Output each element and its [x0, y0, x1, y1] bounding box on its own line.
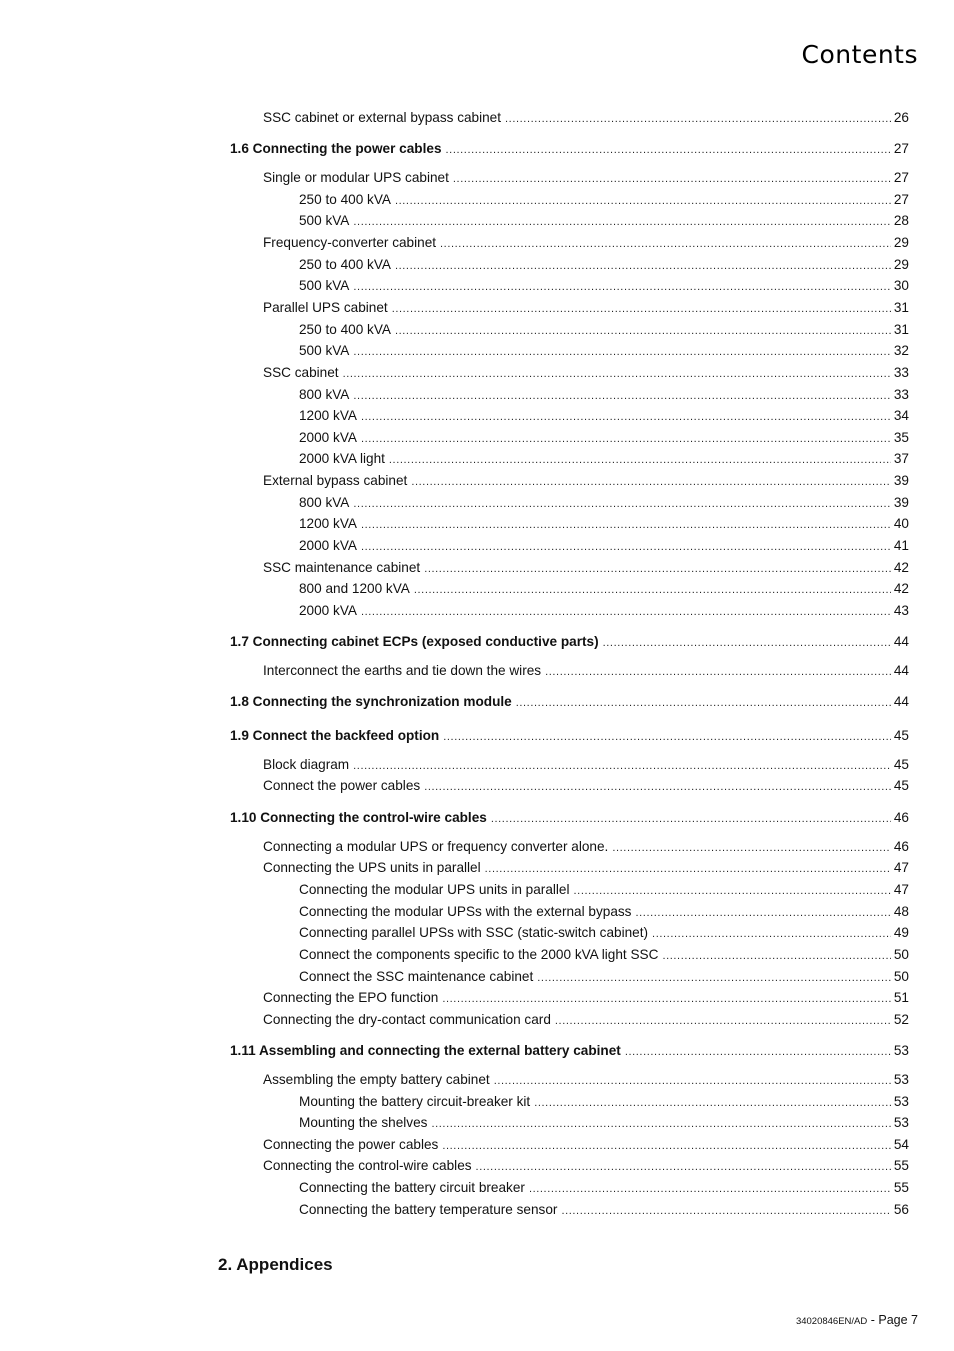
toc-subsubsection-entry[interactable] — [299, 257, 909, 274]
toc-entry-page-number: 39 — [893, 495, 909, 510]
page-footer — [796, 1313, 918, 1327]
dot-leader — [353, 758, 891, 774]
toc-subsection-entry[interactable] — [263, 1012, 909, 1029]
toc-entry-label: Connect the power cables — [263, 778, 421, 793]
toc-entry-page-number: 47 — [893, 882, 909, 897]
toc-subsubsection-entry[interactable] — [299, 278, 909, 295]
dot-leader — [453, 171, 891, 187]
dot-leader — [414, 582, 891, 598]
dot-leader — [361, 517, 891, 533]
toc-subsection-entry[interactable] — [263, 839, 909, 856]
dot-leader — [442, 1138, 891, 1154]
toc-entry-label: Connecting the EPO function — [263, 990, 439, 1005]
dot-leader — [361, 431, 891, 447]
dot-leader — [424, 561, 891, 577]
toc-entry-label: Assembling the empty battery cabinet — [263, 1072, 490, 1087]
toc-entry-label: 1.10 Connecting the control-wire cables — [230, 810, 487, 825]
toc-subsection-entry[interactable] — [263, 560, 909, 577]
toc-entry-label: Block diagram — [263, 757, 350, 772]
toc-entry-label: Connect the components specific to the 2000 kVA light SSC — [299, 947, 659, 962]
toc-entry-label: 250 to 400 kVA — [299, 322, 391, 337]
toc-entry-label: 2000 kVA — [299, 430, 357, 445]
toc-entry-page-number: 46 — [893, 810, 909, 825]
dot-leader — [353, 279, 890, 295]
toc-entry-page-number: 55 — [893, 1180, 909, 1195]
dot-leader — [574, 883, 891, 899]
toc-subsubsection-entry[interactable] — [299, 387, 909, 404]
toc-entry-page-number: 28 — [893, 213, 909, 228]
page-title: Contents — [801, 40, 918, 69]
toc-subsection-entry[interactable] — [263, 170, 909, 187]
toc-entry-page-number: 55 — [893, 1158, 909, 1173]
toc-entry-label: Connecting the battery temperature sensor — [299, 1202, 558, 1217]
toc-entry-label: 2000 kVA — [299, 538, 357, 553]
toc-entry-page-number: 45 — [893, 757, 909, 772]
toc-entry-label: 800 kVA — [299, 495, 350, 510]
toc-subsubsection-entry[interactable] — [299, 882, 909, 899]
toc-entry-page-number: 29 — [893, 235, 909, 250]
toc-entry-label: Connecting the UPS units in parallel — [263, 860, 481, 875]
toc-entry-page-number: 37 — [893, 451, 909, 466]
toc-entry-label: Connecting the power cables — [263, 1137, 439, 1152]
toc-subsubsection-entry[interactable] — [299, 1094, 909, 1111]
toc-entry-page-number: 53 — [893, 1094, 909, 1109]
toc-subsubsection-entry[interactable] — [299, 1202, 909, 1219]
toc-entry-page-number: 31 — [893, 300, 909, 315]
toc-subsubsection-entry[interactable] — [299, 1180, 909, 1197]
dot-leader — [505, 111, 891, 127]
toc-subsection-entry[interactable] — [263, 473, 909, 490]
toc-subsubsection-entry[interactable] — [299, 1115, 909, 1132]
toc-entry-page-number: 48 — [893, 904, 909, 919]
toc-entry-label: 500 kVA — [299, 343, 350, 358]
toc-entry-label: Interconnect the earths and tie down the wires — [263, 663, 542, 678]
toc-entry-page-number: 47 — [893, 860, 909, 875]
toc-entry-label: 2000 kVA light — [299, 451, 385, 466]
toc-entry-page-number: 46 — [893, 839, 909, 854]
toc-entry-page-number: 40 — [893, 516, 909, 531]
toc-entry-label: 1200 kVA — [299, 516, 357, 531]
toc-entry-label: Parallel UPS cabinet — [263, 300, 388, 315]
toc-entry-page-number: 54 — [893, 1137, 909, 1152]
toc-entry-page-number: 42 — [893, 581, 909, 596]
dot-leader — [353, 496, 890, 512]
toc-section-entry[interactable] — [230, 810, 909, 827]
toc-entry-page-number: 27 — [893, 192, 909, 207]
toc-entry-label: Connecting the battery circuit breaker — [299, 1180, 525, 1195]
toc-entry-label: 800 and 1200 kVA — [299, 581, 410, 596]
toc-subsection-entry[interactable] — [263, 990, 909, 1007]
toc-entry-page-number: 51 — [893, 990, 909, 1005]
toc-subsection-entry[interactable] — [263, 757, 909, 774]
dot-leader — [395, 258, 891, 274]
dot-leader — [411, 474, 891, 490]
dot-leader — [635, 905, 890, 921]
toc-subsubsection-entry[interactable] — [299, 451, 909, 468]
toc-entry-label: SSC cabinet — [263, 365, 339, 380]
dot-leader — [431, 1116, 890, 1132]
dot-leader — [343, 366, 891, 382]
toc-entry-label: SSC maintenance cabinet — [263, 560, 421, 575]
toc-subsubsection-entry[interactable] — [299, 495, 909, 512]
toc-subsubsection-entry[interactable] — [299, 322, 909, 339]
toc-subsubsection-entry[interactable] — [299, 904, 909, 921]
toc-entry-page-number: 43 — [893, 603, 909, 618]
dot-leader — [494, 1073, 891, 1089]
toc-entry-page-number: 35 — [893, 430, 909, 445]
toc-entry-label: Connecting the control-wire cables — [263, 1158, 472, 1173]
toc-entry-label: Single or modular UPS cabinet — [263, 170, 449, 185]
appendices-heading: 2. Appendices — [218, 1255, 333, 1274]
toc-entry-label: 1200 kVA — [299, 408, 357, 423]
toc-entry-page-number: 52 — [893, 1012, 909, 1027]
toc-entry-page-number: 50 — [893, 947, 909, 962]
toc-entry-page-number: 41 — [893, 538, 909, 553]
toc-entry-label: Connecting a modular UPS or frequency converter alone. — [263, 839, 609, 854]
toc-entry-label: 1.9 Connect the backfeed option — [230, 728, 440, 743]
toc-entry-page-number: 53 — [893, 1043, 909, 1058]
dot-leader — [603, 635, 891, 651]
dot-leader — [395, 193, 891, 209]
toc-subsubsection-entry[interactable] — [299, 925, 909, 942]
toc-subsection-entry[interactable] — [263, 1158, 909, 1175]
toc-entry-label: 2000 kVA — [299, 603, 357, 618]
toc-entry-label: SSC cabinet or external bypass cabinet — [263, 110, 502, 125]
toc-subsubsection-entry[interactable] — [299, 343, 909, 360]
toc-entry-page-number: 31 — [893, 322, 909, 337]
toc-subsection-entry[interactable] — [263, 235, 909, 252]
toc-subsubsection-entry[interactable] — [299, 538, 909, 555]
dot-leader — [555, 1013, 891, 1029]
toc-subsection-entry[interactable] — [263, 1137, 909, 1154]
toc-entry-label: 500 kVA — [299, 278, 350, 293]
toc-entry-label: Connecting the modular UPS units in parallel — [299, 882, 570, 897]
dot-leader — [353, 344, 890, 360]
toc-entry-page-number: 44 — [893, 663, 909, 678]
dot-leader — [625, 1044, 891, 1060]
toc-section-entry[interactable] — [230, 634, 909, 651]
toc-entry-page-number: 56 — [893, 1202, 909, 1217]
dot-leader — [545, 664, 891, 680]
toc-subsection-entry[interactable] — [263, 110, 909, 127]
toc-entry-label: 1.8 Connecting the synchronization module — [230, 694, 512, 709]
toc-entry-label: Mounting the shelves — [299, 1115, 428, 1130]
page-number: - Page 7 — [867, 1313, 918, 1327]
dot-leader — [424, 779, 891, 795]
dot-leader — [392, 301, 891, 317]
toc-entry-page-number: 50 — [893, 969, 909, 984]
toc-section-entry[interactable] — [230, 1043, 909, 1060]
toc-entry-label: Connect the SSC maintenance cabinet — [299, 969, 534, 984]
dot-leader — [476, 1159, 891, 1175]
toc-entry-page-number: 45 — [893, 778, 909, 793]
toc-entry-label: Connecting the dry-contact communication card — [263, 1012, 551, 1027]
dot-leader — [662, 948, 890, 964]
toc-entry-page-number: 29 — [893, 257, 909, 272]
toc-subsubsection-entry[interactable] — [299, 213, 909, 230]
toc-entry-page-number: 44 — [893, 634, 909, 649]
toc-subsection-entry[interactable] — [263, 365, 909, 382]
toc-section-entry[interactable] — [230, 694, 909, 711]
toc-entry-page-number: 44 — [893, 694, 909, 709]
toc-entry-page-number: 27 — [893, 141, 909, 156]
dot-leader — [353, 214, 890, 230]
toc-section-entry[interactable] — [230, 141, 909, 158]
toc-subsubsection-entry[interactable] — [299, 192, 909, 209]
toc-entry-page-number: 30 — [893, 278, 909, 293]
dot-leader — [446, 142, 891, 158]
dot-leader — [612, 840, 891, 856]
dot-leader — [516, 695, 891, 711]
toc-subsection-entry[interactable] — [263, 1072, 909, 1089]
toc-subsubsection-entry[interactable] — [299, 603, 909, 620]
toc-entry-page-number: 45 — [893, 728, 909, 743]
dot-leader — [353, 388, 890, 404]
dot-leader — [442, 991, 891, 1007]
dot-leader — [361, 604, 891, 620]
toc-subsubsection-entry[interactable] — [299, 581, 909, 598]
toc-section-entry[interactable] — [230, 728, 909, 745]
toc-entry-page-number: 33 — [893, 365, 909, 380]
toc-subsection-entry[interactable] — [263, 860, 909, 877]
toc-entry-page-number: 42 — [893, 560, 909, 575]
toc-entry-page-number: 53 — [893, 1072, 909, 1087]
toc-subsubsection-entry[interactable] — [299, 408, 909, 425]
dot-leader — [485, 861, 891, 877]
dot-leader — [361, 539, 891, 555]
toc-entry-page-number: 33 — [893, 387, 909, 402]
toc-entry-label: 1.7 Connecting cabinet ECPs (exposed conductive parts) — [230, 634, 599, 649]
toc-entry-page-number: 34 — [893, 408, 909, 423]
toc-entry-page-number: 26 — [893, 110, 909, 125]
toc-entry-page-number: 27 — [893, 170, 909, 185]
toc-subsection-entry[interactable] — [263, 300, 909, 317]
dot-leader — [395, 323, 891, 339]
dot-leader — [561, 1203, 890, 1219]
toc-entry-page-number: 53 — [893, 1115, 909, 1130]
dot-leader — [361, 409, 891, 425]
dot-leader — [443, 729, 891, 745]
toc-entry-label: 1.11 Assembling and connecting the external battery cabinet — [230, 1043, 621, 1058]
dot-leader — [389, 452, 891, 468]
toc-entry-label: Connecting the modular UPSs with the external bypass — [299, 904, 632, 919]
dot-leader — [534, 1095, 891, 1111]
toc-subsubsection-entry[interactable] — [299, 516, 909, 533]
toc-entry-label: External bypass cabinet — [263, 473, 408, 488]
toc-entry-label: Connecting parallel UPSs with SSC (static-switch cabinet) — [299, 925, 649, 940]
toc-entry-label: 800 kVA — [299, 387, 350, 402]
toc-entry-page-number: 39 — [893, 473, 909, 488]
dot-leader — [537, 970, 891, 986]
document-code: 34020846EN/AD — [795, 1316, 868, 1327]
toc-entry-label: Frequency-converter cabinet — [263, 235, 437, 250]
toc-subsubsection-entry[interactable] — [299, 430, 909, 447]
toc-entry-label: 1.6 Connecting the power cables — [230, 141, 442, 156]
toc-entry-label: Mounting the battery circuit-breaker kit — [299, 1094, 531, 1109]
dot-leader — [440, 236, 891, 252]
toc-subsection-entry[interactable] — [263, 663, 909, 680]
dot-leader — [652, 926, 891, 942]
toc-entry-label: 500 kVA — [299, 213, 350, 228]
toc-subsection-entry[interactable] — [263, 778, 909, 795]
toc-entry-page-number: 49 — [893, 925, 909, 940]
toc-entry-label: 250 to 400 kVA — [299, 192, 391, 207]
toc-subsubsection-entry[interactable] — [299, 969, 909, 986]
dot-leader — [529, 1181, 891, 1197]
toc-entry-label: 250 to 400 kVA — [299, 257, 391, 272]
toc-subsubsection-entry[interactable] — [299, 947, 909, 964]
toc-entry-page-number: 32 — [893, 343, 909, 358]
dot-leader — [491, 811, 891, 827]
